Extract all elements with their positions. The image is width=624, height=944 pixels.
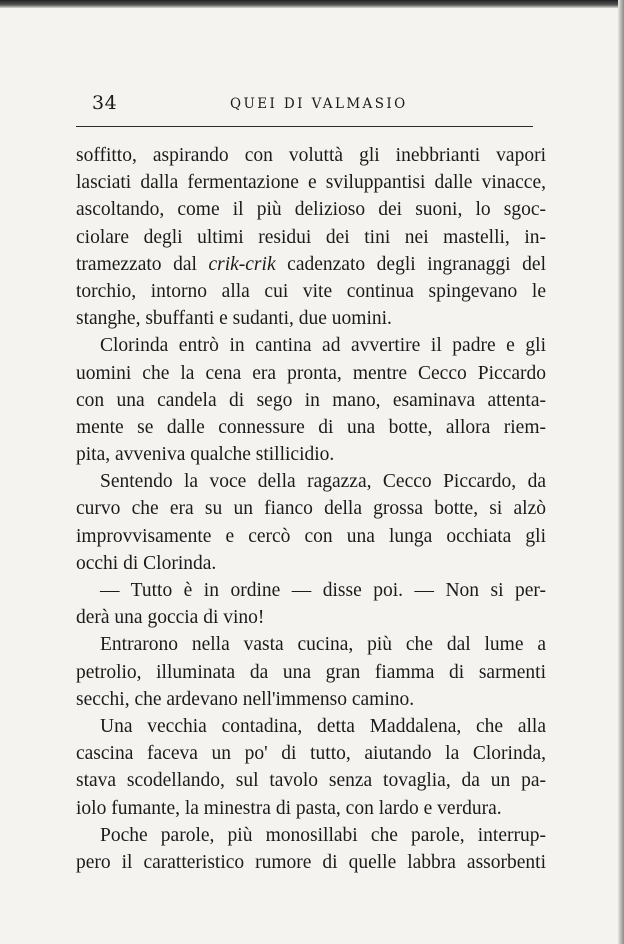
- text-line: con una candela di sego in mano, esaminava attenta-: [76, 389, 546, 411]
- text-line: stanghe, sbuffanti e sudanti, due uomini.: [76, 308, 392, 330]
- text-line: cascina faceva un po' di tutto, aiutando la Clorinda,: [76, 743, 546, 765]
- text-line: Una vecchia contadina, detta Maddalena, che alla: [100, 715, 546, 737]
- text-line: secchi, che ardevano nell'immenso camino.: [76, 688, 415, 710]
- text-line: petrolio, illuminata da una gran fiamma di sarmenti: [76, 661, 546, 683]
- text-line: iolo fumante, la minestra di pasta, con lardo e verdura.: [76, 797, 502, 819]
- text-line: pero il caratteristico rumore di quelle labbra assorbenti: [76, 851, 546, 873]
- text-line: curvo che era su un fianco della grossa botte, si alzò: [76, 498, 546, 520]
- text-line: tramezzato dal crik-crik cadenzato degli ingranaggi del: [76, 253, 546, 275]
- running-head: QUEI DI VALMASIO: [230, 96, 408, 112]
- page-top-shadow: [0, 0, 624, 8]
- body-text: [76, 142, 546, 876]
- text-line: — Tutto è in ordine — disse poi. — Non si per-: [100, 580, 546, 601]
- text-line: soffitto, aspirando con voluttà gli inebbrianti vapori: [76, 145, 546, 166]
- text-line: mente se dalle connessure di una botte, allora riem-: [76, 416, 546, 438]
- text-line: pita, avveniva qualche stillicidio.: [76, 444, 335, 466]
- page-number: 34: [92, 92, 118, 114]
- text-line: Poche parole, più monosillabi che parole, interrup-: [100, 824, 546, 846]
- text-line: Sentendo la voce della ragazza, Cecco Piccardo, da: [100, 471, 546, 493]
- text-line: Entrarono nella vasta cucina, più che dal lume a: [100, 634, 546, 656]
- page-header: [92, 92, 548, 122]
- text-line: occhi di Clorinda.: [76, 552, 217, 574]
- text-line: torchio, intorno alla cui vite continua spingevano le: [76, 280, 546, 302]
- text-line: lasciati dalla fermentazione e sviluppantisi dalle vinacce,: [76, 172, 546, 194]
- page-right-shadow: [618, 0, 624, 944]
- text-line: derà una goccia di vino!: [76, 607, 265, 629]
- text-line: ascoltando, come il più delizioso dei suoni, lo sgoc-: [76, 199, 546, 221]
- text-line: improvvisamente e cercò con una lunga occhiata gli: [76, 525, 546, 547]
- text-line: Clorinda entrò in cantina ad avvertire il padre e gli: [100, 335, 546, 357]
- header-rule: [76, 126, 533, 127]
- text-line: stava scodellando, sul tavolo senza tovaglia, da un pa-: [76, 770, 546, 792]
- text-line: ciolare degli ultimi residui dei tini nei mastelli, in-: [76, 226, 546, 248]
- text-line: uomini che la cena era pronta, mentre Cecco Piccardo: [76, 362, 546, 384]
